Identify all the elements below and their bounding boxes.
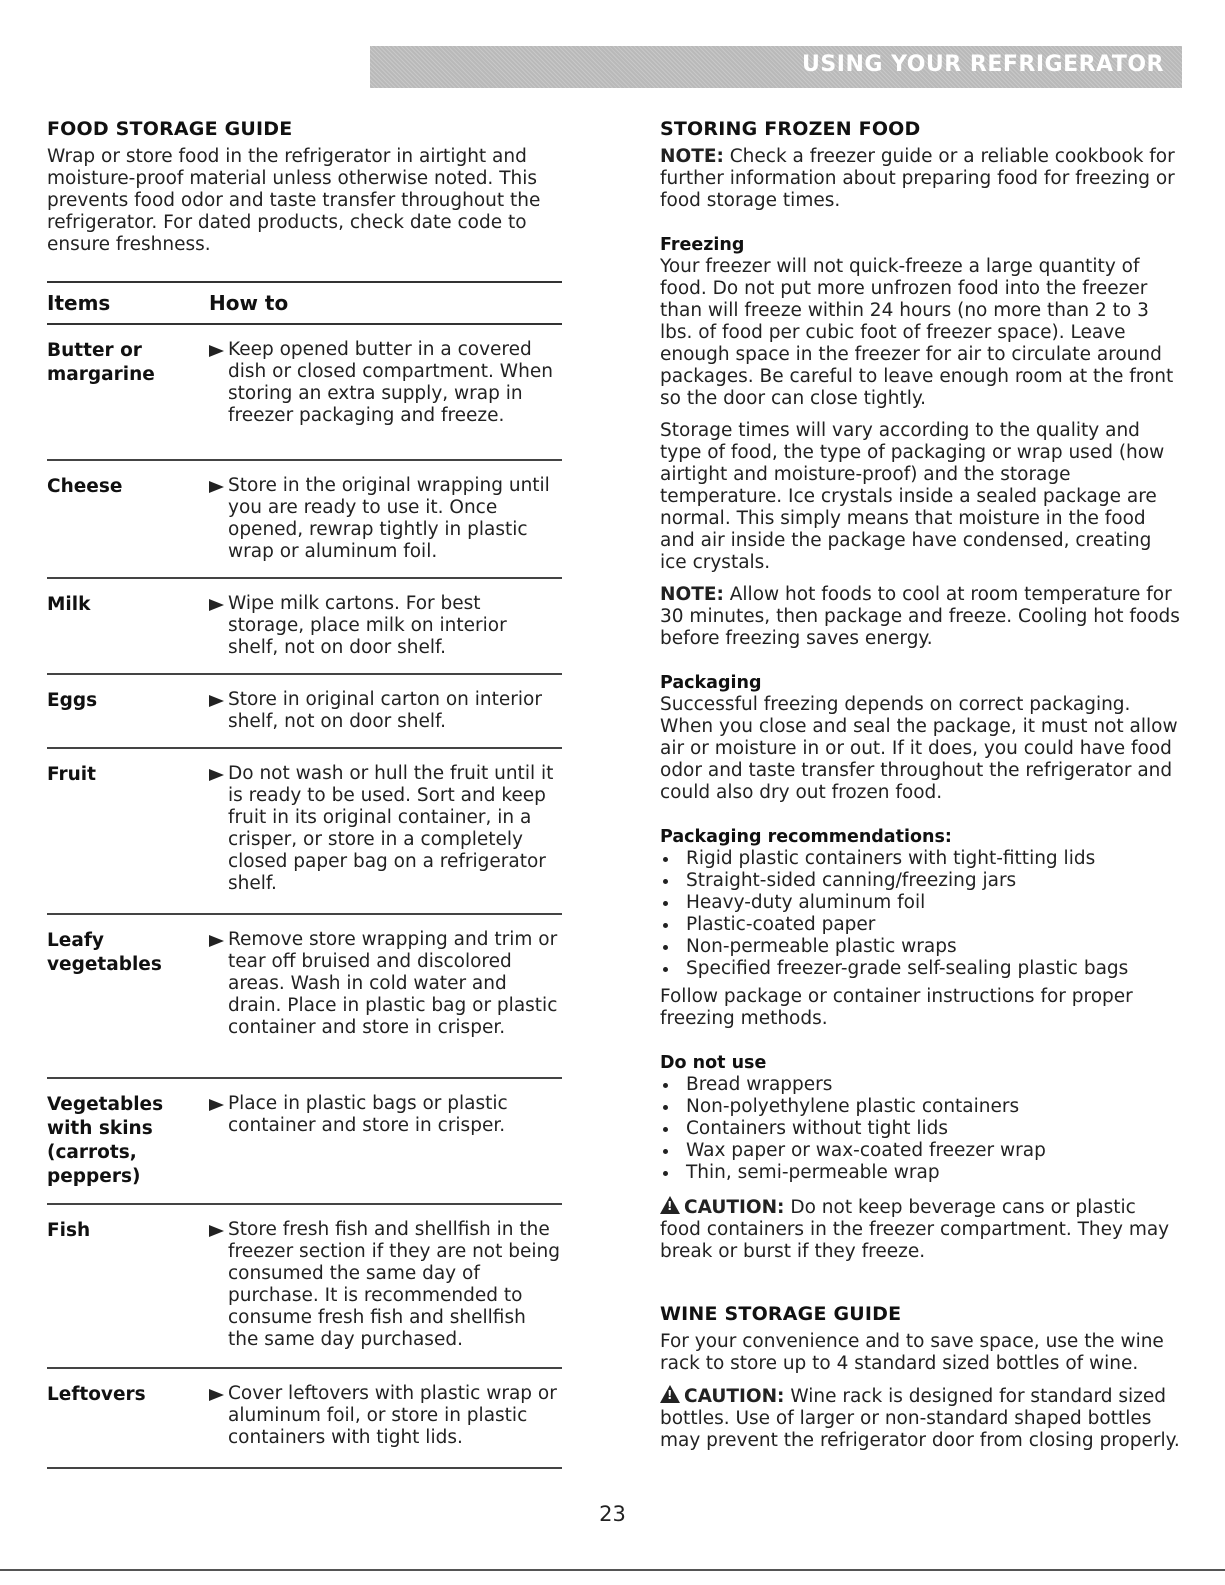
list-item: Non-polyethylene plastic containers <box>660 1096 1180 1118</box>
row-item: Cheese <box>47 476 123 497</box>
arrow-icon <box>209 599 224 611</box>
table-row <box>47 579 562 675</box>
list-item: Specified freezer-grade self-sealing plastic bags <box>660 958 1180 980</box>
recommendations-list <box>660 848 1180 980</box>
column-header-howto: How to <box>209 291 289 315</box>
table-header <box>47 281 562 325</box>
bottom-rule <box>0 1569 1225 1571</box>
row-item: Leftovers <box>47 1384 146 1405</box>
row-how: Place in plastic bags or plastic container and store in crisper. <box>228 1093 508 1136</box>
note-label: NOTE: <box>660 146 724 167</box>
do-not-use-list <box>660 1074 1180 1184</box>
table-row <box>47 1205 562 1369</box>
row-how: Wipe milk cartons. For best storage, place milk on interior shelf, not on door shelf. <box>228 593 507 658</box>
list-item: Thin, semi-permeable wrap <box>660 1162 1180 1184</box>
column-header-items: Items <box>47 291 111 315</box>
row-item: Butter or margarine <box>47 340 155 385</box>
row-item: Eggs <box>47 690 98 711</box>
row-how: Cover leftovers with plastic wrap or aluminum foil, or store in plastic containers with tight lids. <box>228 1383 557 1448</box>
list-item: Bread wrappers <box>660 1074 1180 1096</box>
frozen-food-title: STORING FROZEN FOOD <box>660 118 921 140</box>
note-label: NOTE: <box>660 584 724 605</box>
arrow-icon <box>209 1099 224 1111</box>
list-item: Containers without tight lids <box>660 1118 1180 1140</box>
list-item: Heavy-duty aluminum foil <box>660 892 1180 914</box>
wine-paragraph: For your convenience and to save space, use the wine rack to store up to 4 standard sized bottles of wine. <box>660 1331 1164 1374</box>
list-item: Plastic-coated paper <box>660 914 1180 936</box>
row-item: Fish <box>47 1220 91 1241</box>
row-how: Do not wash or hull the fruit until it is ready to be used. Sort and keep fruit in its original container, in a crisper, or store in a completely closed paper bag on a refrigerator shelf. <box>228 763 554 894</box>
arrow-icon <box>209 1389 224 1401</box>
packaging-paragraph: Successful freezing depends on correct packaging. When you close and seal the package, it must not allow air or moisture in or out. If it does, you could have food odor and taste transfer throughout the refrigerator and could also dry out frozen food. <box>660 694 1178 803</box>
food-storage-intro: Wrap or store food in the refrigerator in airtight and moisture-proof material unless otherwise noted. This prevents food odor and taste transfer throughout the refrigerator. For dated products, check date code to ensure freshness. <box>47 146 541 255</box>
freezing-subhead: Freezing <box>660 235 745 255</box>
row-how: Store fresh fish and shellfish in the freezer section if they are not being consumed the same day of purchase. It is recommended to consume fresh fish and shellfish the same day purchased. <box>228 1219 560 1350</box>
list-item: Wax paper or wax-coated freezer wrap <box>660 1140 1180 1162</box>
caution-text: Do not keep beverage cans or plastic food containers in the freezer compartment. They may break or burst if they freeze. <box>660 1197 1170 1262</box>
food-storage-table <box>47 281 562 1469</box>
row-item: Vegetables with skins (carrots, peppers) <box>47 1094 164 1187</box>
warning-icon <box>660 1196 680 1214</box>
food-storage-title: FOOD STORAGE GUIDE <box>47 118 293 140</box>
row-item: Fruit <box>47 764 96 785</box>
page-number: 23 <box>599 1502 626 1526</box>
packaging-subhead: Packaging <box>660 673 762 693</box>
frozen-note-2 <box>660 584 1180 650</box>
row-item: Milk <box>47 594 91 615</box>
caution-text: Wine rack is designed for standard sized bottles. Use of larger or non-standard shaped bottles may prevent the refrigerator door from closing properly. <box>660 1386 1180 1451</box>
row-how: Store in the original wrapping until you are ready to use it. Once opened, rewrap tightly in plastic wrap or aluminum foil. <box>228 475 550 562</box>
list-item: Rigid plastic containers with tight-fitting lids <box>660 848 1180 870</box>
wine-storage-title: WINE STORAGE GUIDE <box>660 1303 902 1325</box>
arrow-icon <box>209 935 224 947</box>
table-row <box>47 1369 562 1469</box>
freezing-paragraph-1: Your freezer will not quick-freeze a large quantity of food. Do not put more unfrozen food into the freezer than will freeze within 24 hours (no more than 2 to 3 lbs. of food per cubic foot of freezer space). Leave enough space in the freezer for air to circulate around packages. Be careful to leave enough room at the front so the door can close tightly. <box>660 256 1174 409</box>
arrow-icon <box>209 345 224 357</box>
arrow-icon <box>209 695 224 707</box>
follow-instructions: Follow package or container instructions for proper freezing methods. <box>660 986 1133 1029</box>
table-row <box>47 325 562 461</box>
freezer-caution <box>660 1196 1180 1263</box>
arrow-icon <box>209 481 224 493</box>
arrow-icon <box>209 769 224 781</box>
table-row <box>47 675 562 749</box>
row-how: Remove store wrapping and trim or tear off bruised and discolored areas. Wash in cold water and drain. Place in plastic bag or plastic container and store in crisper. <box>228 929 558 1038</box>
caution-label: CAUTION: <box>684 1197 785 1218</box>
table-row <box>47 915 562 1079</box>
row-item: Leafy vegetables <box>47 930 162 975</box>
arrow-icon <box>209 1225 224 1237</box>
row-how: Keep opened butter in a covered dish or closed compartment. When storing an extra supply, wrap in freezer packaging and freeze. <box>228 339 553 426</box>
wine-caution <box>660 1385 1180 1452</box>
note-text: Allow hot foods to cool at room temperature for 30 minutes, then package and freeze. Cooling hot foods before freezing saves energy. <box>660 584 1180 649</box>
table-row <box>47 1079 562 1205</box>
left-column <box>47 118 562 1469</box>
section-header-title: USING YOUR REFRIGERATOR <box>802 52 1164 77</box>
note-text: Check a freezer guide or a reliable cookbook for further information about preparing food for freezing or food storage times. <box>660 146 1175 211</box>
list-item: Non-permeable plastic wraps <box>660 936 1180 958</box>
freezing-paragraph-2: Storage times will vary according to the quality and type of food, the type of packaging or wrap used (how airtight and moisture-proof) and the storage temperature. Ice crystals inside a sealed package are normal. This simply means that moisture in the food and air inside the package have condensed, creating ice crystals. <box>660 420 1165 573</box>
table-row <box>47 749 562 915</box>
warning-icon <box>660 1385 680 1403</box>
caution-label: CAUTION: <box>684 1386 785 1407</box>
table-row <box>47 461 562 579</box>
list-item: Straight-sided canning/freezing jars <box>660 870 1180 892</box>
section-header-bar <box>370 46 1182 88</box>
row-how: Store in original carton on interior shelf, not on door shelf. <box>228 689 542 732</box>
frozen-note-1 <box>660 146 1180 212</box>
do-not-use-subhead: Do not use <box>660 1053 767 1073</box>
recommendations-subhead: Packaging recommendations: <box>660 827 952 847</box>
right-column <box>660 118 1180 1452</box>
